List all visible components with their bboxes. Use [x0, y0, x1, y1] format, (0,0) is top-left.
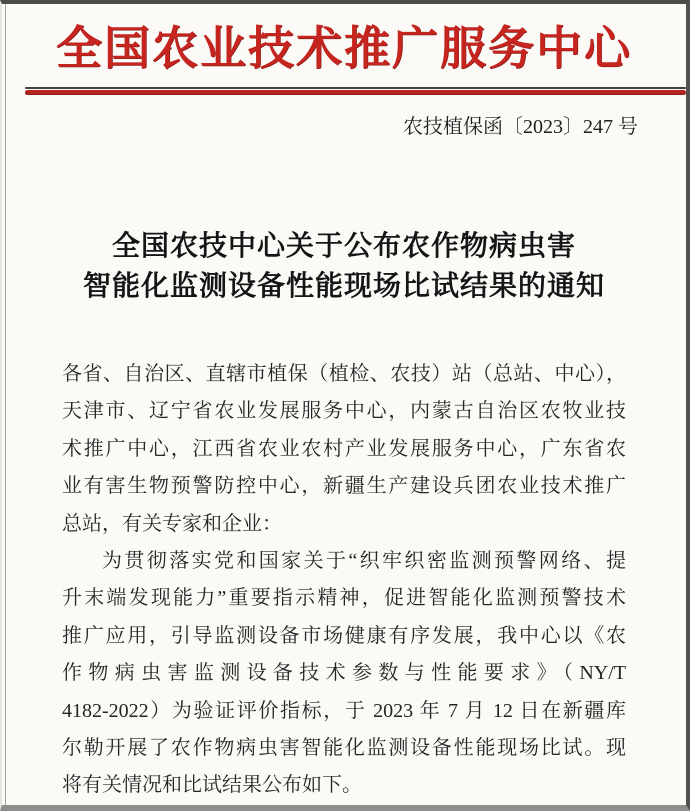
document-title-line2: 智能化监测设备性能现场比试结果的通知: [82, 271, 605, 302]
text-line: 推广应用，引导监测设备市场健康有序发展，我中心以《农: [62, 624, 626, 647]
text-line: 天津市、辽宁省农业发展服务中心，内蒙古自治区农牧业技: [62, 400, 626, 423]
text-line: 各省、自治区、直辖市植保（植检、农技）站（总站、中心），: [62, 363, 626, 385]
document-number: 农技植保函〔2023〕247 号: [403, 116, 638, 138]
document-title: [2, 227, 686, 307]
paragraph-main: [62, 543, 626, 805]
text-line: 业有害生物预警防控中心，新疆生产建设兵团农业技术推广: [62, 475, 626, 498]
text-line: 术推广中心，江西省农业农村产业发展服务中心，广东省农: [62, 437, 626, 460]
letterhead-divider: [25, 87, 686, 95]
text-line: 升末端发现能力”重要指示精神，促进智能化监测预警技术: [62, 587, 626, 610]
text-line: 作物病虫害监测设备技术参数与性能要求》（NY/T: [62, 662, 626, 685]
text-line: 为贯彻落实党和国家关于“织牢织密监测预警网络、提: [102, 549, 626, 572]
letterhead-org-name: 全国农业技术推广服务中心: [56, 23, 632, 74]
scan-edge-line: [5, 4, 6, 805]
text-line: 4182-2022）为验证评价指标，于 2023 年 7 月 12 日在新疆库: [62, 699, 626, 722]
document-body: [62, 356, 626, 805]
text-line: 尔勒开展了农作物病虫害智能化监测设备性能现场比试。现: [62, 736, 626, 759]
paragraph-addressees: [62, 356, 626, 543]
text-line: 总站，有关专家和企业：: [62, 512, 282, 535]
divider-thin-line: [25, 87, 686, 89]
text-line: 将有关情况和比试结果公布如下。: [62, 774, 362, 797]
divider-red-line: [25, 90, 686, 95]
document-title-line1: 全国农技中心关于公布农作物病虫害: [111, 231, 576, 262]
